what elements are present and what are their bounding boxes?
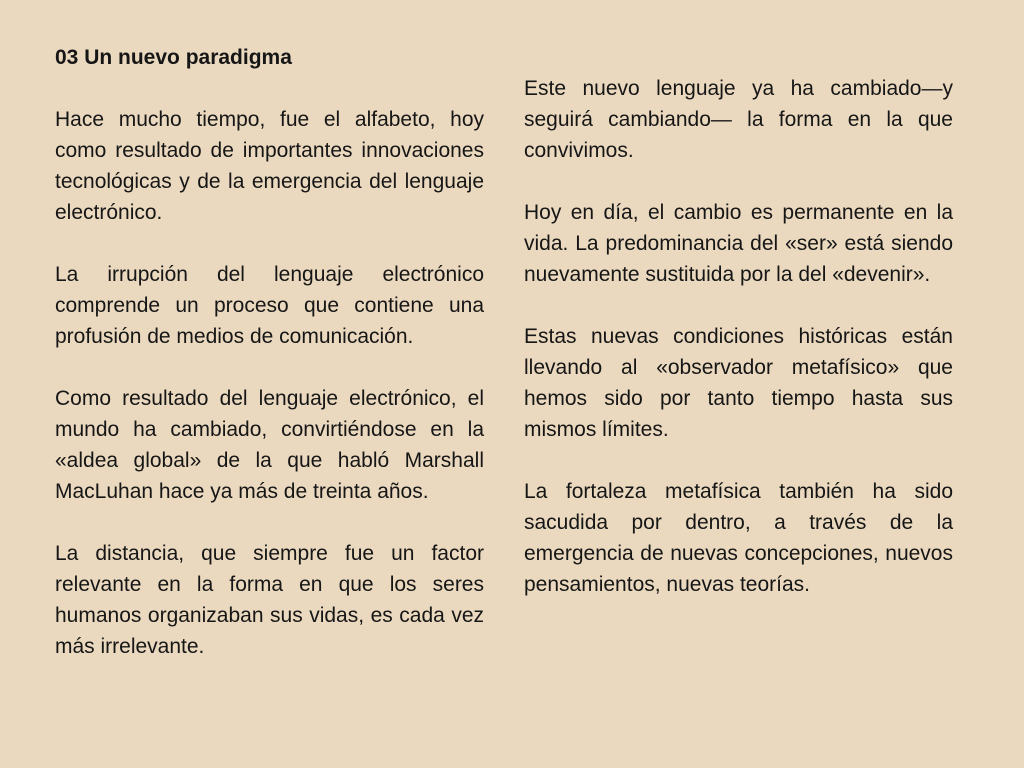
left-paragraph-3: Como resultado del lenguaje electrónico, el mundo ha cambiado, convirtiéndose en la «aldea global» de la que habló Marshall MacLuhan hace ya más de treinta años. xyxy=(55,387,484,503)
right-paragraph-3: Estas nuevas condiciones históricas están llevando al «observador metafísico» que hemos sido por tanto tiempo hasta sus mismos límites. xyxy=(524,325,953,441)
right-paragraph-2: Hoy en día, el cambio es permanente en la vida. La predominancia del «ser» está siendo nuevamente sustituida por la del «devenir». xyxy=(524,201,953,286)
right-column xyxy=(524,73,953,600)
right-paragraph-1: Este nuevo lenguaje ya ha cambiado—y seguirá cambiando— la forma en la que convivimos. xyxy=(524,77,953,162)
left-column xyxy=(55,42,484,662)
left-paragraph-4: La distancia, que siempre fue un factor relevante en la forma en que los seres humanos organizaban sus vidas, es cada vez más irrelevante. xyxy=(55,542,484,658)
left-paragraph-2: La irrupción del lenguaje electrónico comprende un proceso que contiene una profusión de medios de comunicación. xyxy=(55,263,484,348)
left-paragraph-1: Hace mucho tiempo, fue el alfabeto, hoy como resultado de importantes innovaciones tecnológicas y de la emergencia del lenguaje electrónico. xyxy=(55,108,484,224)
right-paragraph-4: La fortaleza metafísica también ha sido sacudida por dentro, a través de la emergencia de nuevas concepciones, nuevos pensamientos, nuevas teorías. xyxy=(524,480,953,596)
slide-title: 03 Un nuevo paradigma xyxy=(55,46,292,69)
